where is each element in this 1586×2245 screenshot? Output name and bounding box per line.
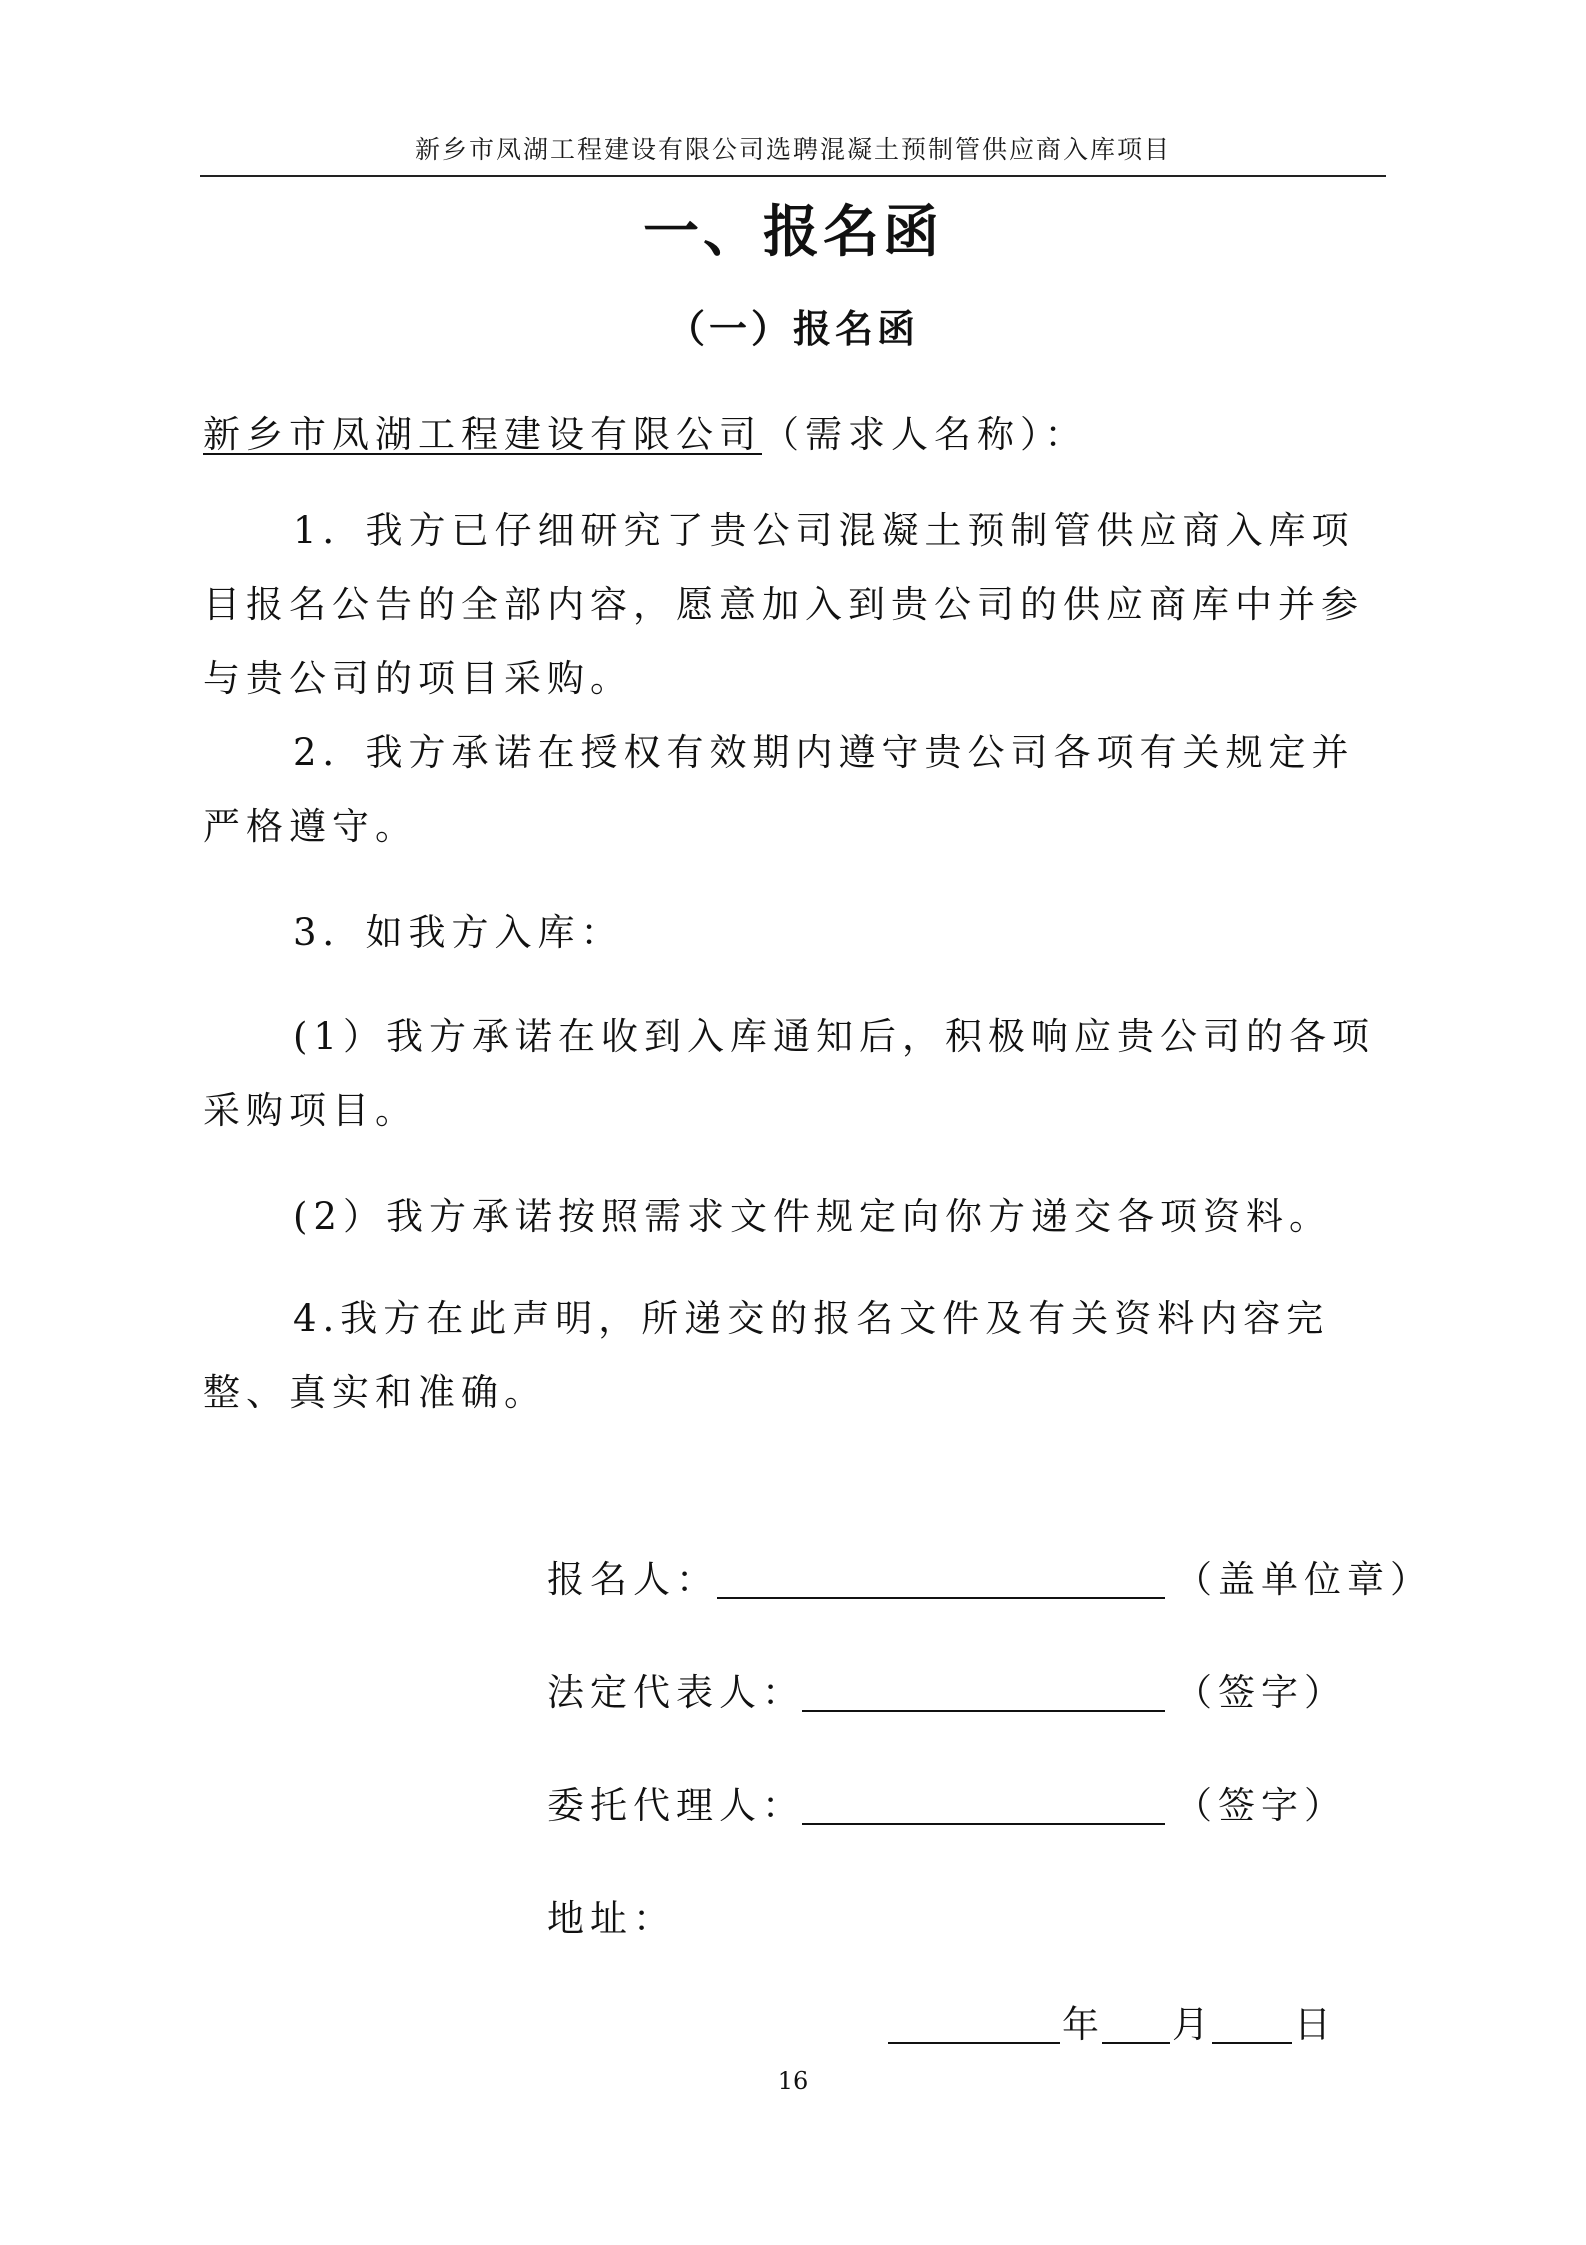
paragraph-3-item-1: (1）我方承诺在收到入库通知后，积极响应贵公司的各项采购项目。 [203, 1015, 1375, 1132]
date-row [880, 1995, 1360, 2055]
agent-signature-line[interactable] [802, 1823, 1165, 1825]
addressee-name: 新乡市凤湖工程建设有限公司 [203, 413, 762, 456]
header-divider [200, 175, 1386, 177]
agent-note: （签字） [1175, 1784, 1347, 1827]
paragraph-4: 4.我方在此声明，所递交的报名文件及有关资料内容完整、真实和准确。 [203, 1297, 1330, 1414]
page-number: 16 [777, 2067, 809, 2095]
agent-label: 委托代理人： [547, 1784, 805, 1827]
month-unit: 月 [1172, 2003, 1209, 2046]
applicant-label: 报名人： [547, 1558, 719, 1601]
addressee-suffix: （需求人名称）： [762, 413, 1088, 456]
paragraph-3-item-2: (2）我方承诺按照需求文件规定向你方递交各项资料。 [293, 1195, 1332, 1238]
section-subtitle: （一）报名函 [666, 307, 919, 351]
applicant-signature-line[interactable] [717, 1597, 1165, 1599]
paragraph-2: 2．我方承诺在授权有效期内遵守贵公司各项有关规定并严格遵守。 [203, 731, 1355, 848]
legal-rep-signature-line[interactable] [802, 1710, 1165, 1712]
legal-rep-label: 法定代表人： [547, 1671, 805, 1714]
addressee-line [203, 398, 1383, 472]
address-label: 地址： [547, 1897, 676, 1940]
paragraph-1: 1．我方已仔细研究了贵公司混凝土预制管供应商入库项目报名公告的全部内容，愿意加入到贵公司的供应商库中并参与贵公司的项目采购。 [203, 509, 1364, 700]
day-unit: 日 [1294, 2003, 1331, 2046]
paragraph-3: 3．如我方入库： [293, 911, 624, 954]
year-line[interactable] [888, 2042, 1060, 2044]
year-unit: 年 [1062, 2003, 1099, 2046]
legal-rep-note: （签字） [1175, 1671, 1347, 1714]
running-header: 新乡市凤湖工程建设有限公司选聘混凝土预制管供应商入库项目 [414, 135, 1171, 164]
page-title: 一、报名函 [643, 200, 943, 265]
applicant-note: （盖单位章） [1175, 1558, 1433, 1601]
day-line[interactable] [1212, 2042, 1292, 2044]
month-line[interactable] [1102, 2042, 1170, 2044]
